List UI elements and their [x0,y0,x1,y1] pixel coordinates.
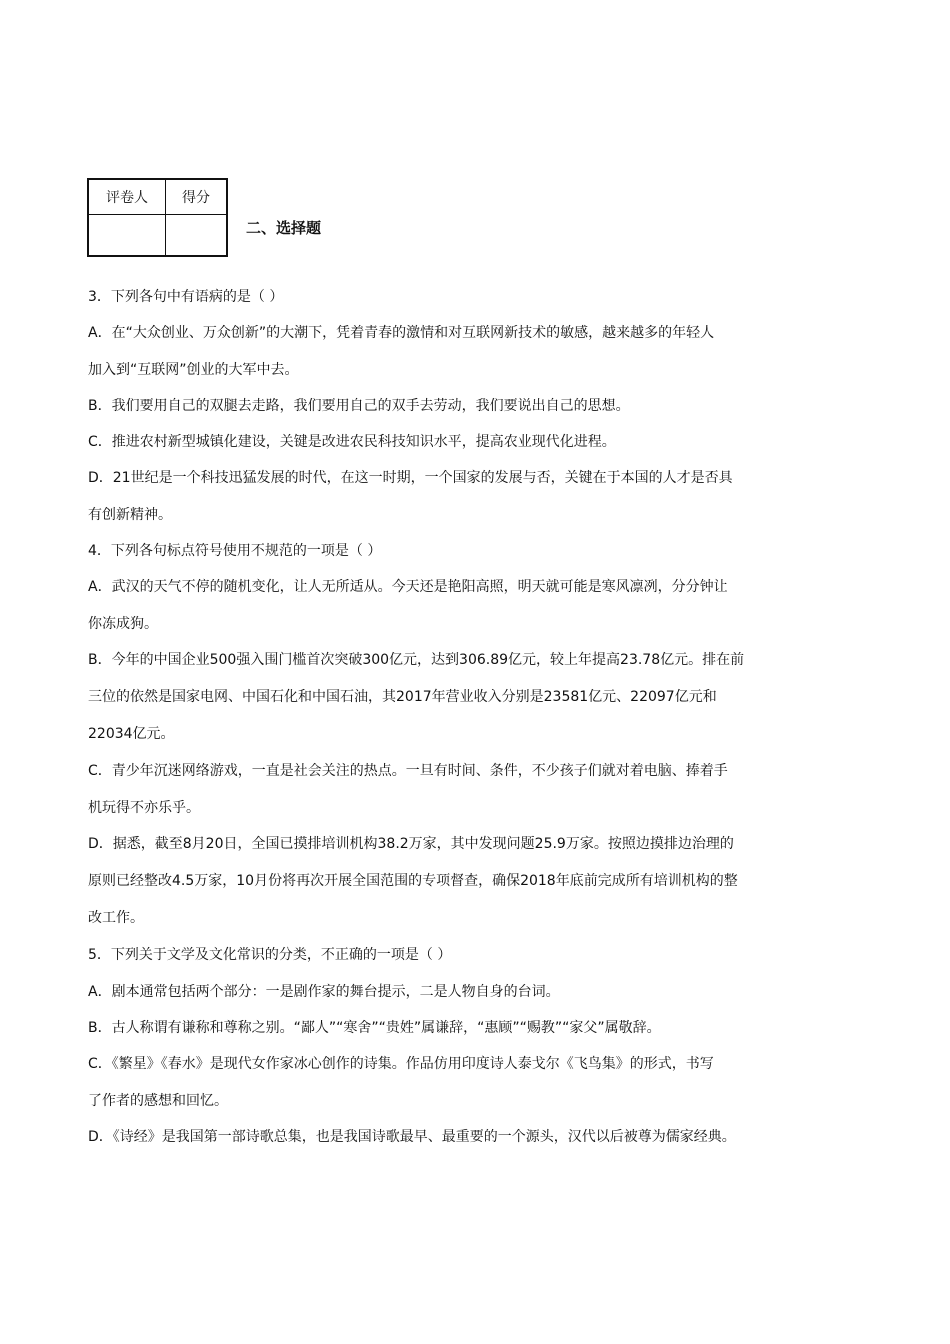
question-3-option-b: B．我们要用自己的双腿去走路，我们要用自己的双手去劳动，我们要说出自己的思想。 [88,398,630,414]
question-5-option-c: C．《繁星》《春水》是现代女作家冰心创作的诗集。作品仿用印度诗人泰戈尔《飞鸟集》的形式，书写 [88,1056,714,1072]
question-4-option-b-cont: 三位的依然是国家电网、中国石化和中国石油，其2017年营业收入分别是23581亿元、22097亿元和 [88,689,717,705]
question-5-option-a: A．剧本通常包括两个部分：一是剧作家的舞台提示，二是人物自身的台词。 [88,984,560,1000]
question-4-option-b: B．今年的中国企业500强入围门槛首次突破300亿元，达到306.89亿元，较上年提高23.78亿元。排在前 [88,652,745,668]
question-4-option-d: D．据悉，截至8月20日，全国已摸排培训机构38.2万家，其中发现问题25.9万家。按照边摸排边治理的 [88,836,734,852]
question-5-option-c-cont: 了作者的感想和回忆。 [88,1093,228,1109]
question-4-stem: 4．下列各句标点符号使用不规范的一项是（ ） [88,543,382,559]
score-header: 得分 [166,179,228,215]
question-4-option-c: C．青少年沉迷网络游戏，一直是社会关注的热点。一旦有时间、条件，不少孩子们就对着电脑、捧着手 [88,763,728,779]
grader-cell[interactable] [88,215,166,257]
question-3-option-a: A．在“大众创业、万众创新”的大潮下，凭着青春的激情和对互联网新技术的敏感，越来越多的年轻人 [88,325,715,341]
question-3-option-d: D．21世纪是一个科技迅猛发展的时代，在这一时期，一个国家的发展与否，关键在于本国的人才是否具 [88,470,733,486]
score-cell[interactable] [166,215,228,257]
section-title: 二、选择题 [246,219,322,237]
score-table [87,178,228,257]
question-3-option-a-cont: 加入到“互联网”创业的大军中去。 [88,362,299,378]
question-4-option-d-cont: 原则已经整改4.5万家，10月份将再次开展全国范围的专项督查，确保2018年底前完成所有培训机构的整 [88,873,738,889]
question-5-option-d: D．《诗经》是我国第一部诗歌总集，也是我国诗歌最早、最重要的一个源头，汉代以后被尊为儒家经典。 [88,1129,736,1145]
question-3-option-c: C．推进农村新型城镇化建设，关键是改进农民科技知识水平，提高农业现代化进程。 [88,434,616,450]
question-5-option-b: B．古人称谓有谦称和尊称之别。“鄙人”“寒舍”“贵姓”属谦辞，“惠顾”“赐教”“家父”属敬辞。 [88,1020,661,1036]
question-3-option-d-cont: 有创新精神。 [88,507,172,523]
score-table-header-row [88,179,227,215]
question-4-option-b-cont2: 22034亿元。 [88,726,175,742]
question-4-option-a: A．武汉的天气不停的随机变化，让人无所适从。今天还是艳阳高照，明天就可能是寒风凛冽，分分钟让 [88,579,728,595]
question-4-option-d-cont2: 改工作。 [88,910,144,926]
question-4-option-a-cont: 你冻成狗。 [88,616,158,632]
question-4-option-c-cont: 机玩得不亦乐乎。 [88,800,200,816]
grader-header: 评卷人 [88,179,166,215]
question-5-stem: 5．下列关于文学及文化常识的分类，不正确的一项是（ ） [88,947,452,963]
score-table-blank-row [88,215,227,257]
question-3-stem: 3．下列各句中有语病的是（ ） [88,289,284,305]
